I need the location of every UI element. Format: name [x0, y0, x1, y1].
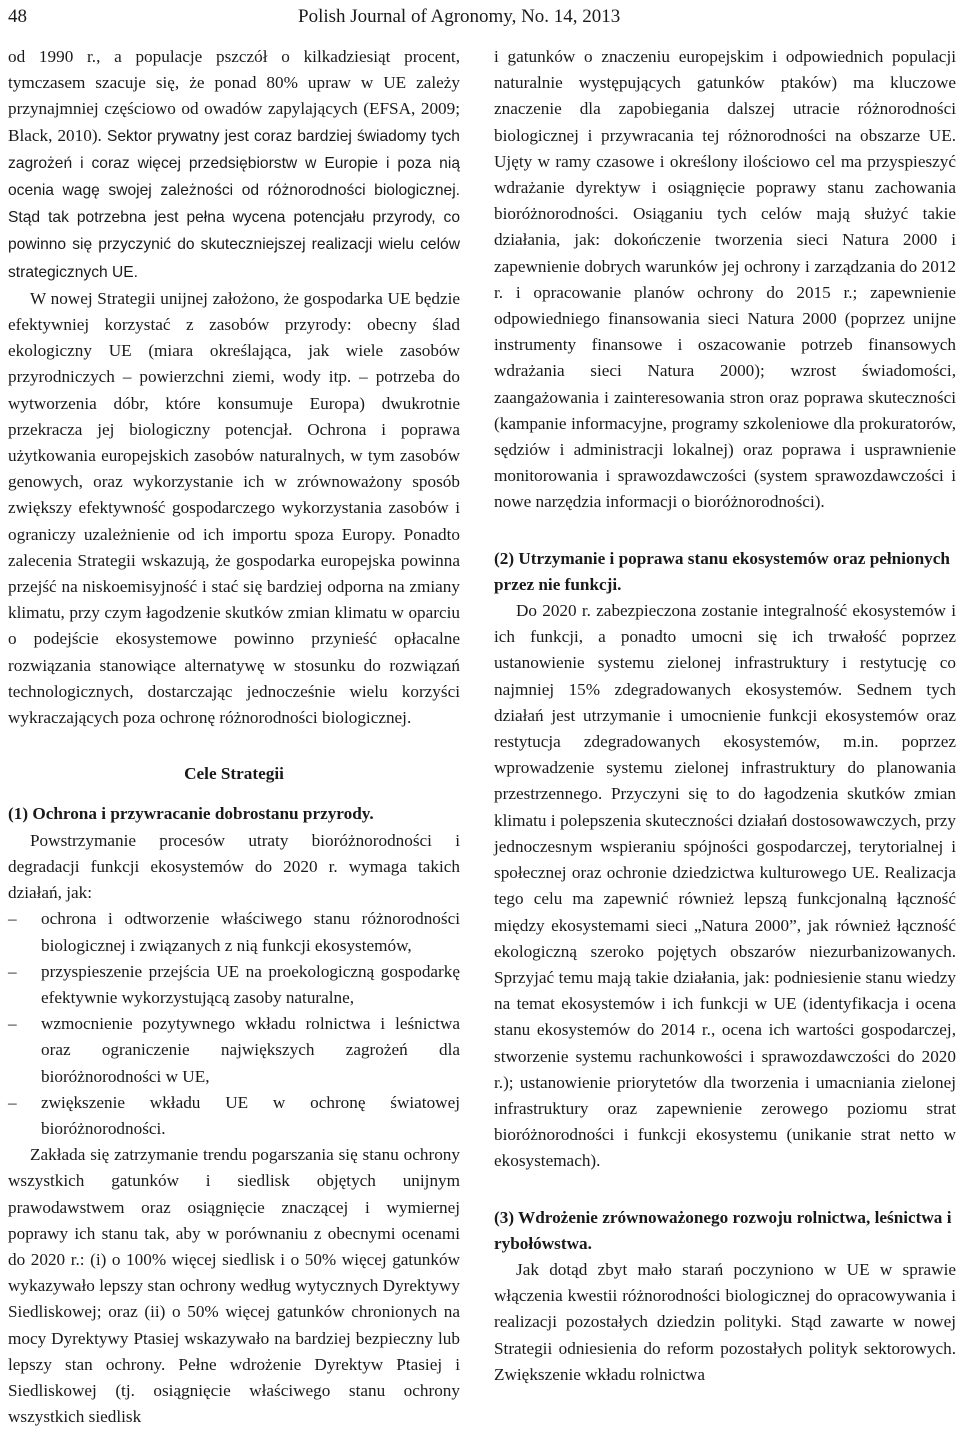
goal-1-heading: (1) Ochrona i przywracanie dobrostanu przyrody.: [8, 804, 374, 824]
list-item: – ochrona i odtworzenie właściwego stanu różnorodności biologicznej i związanych z nią funkcji ekosystemów,: [8, 906, 460, 958]
left-column: [8, 44, 460, 1427]
continued-paragraph: i gatunków o znaczeniu europejskim i odpowiednich populacji naturalnie występujących gatunków ptaków) ma kluczowe znaczenie dla zapobiegania dalszej utracie różnorodności biologicznej i przywracania tej różnorodności na obszarze UE. Ujęty w ramy czasowe i określony ilościowo cel ma przyspieszyć wdrażanie dyrektyw i osiągnięcie poprawy stanu zachowania bioróżnorodności. Osiąganiu tych celów mają służyć takie działania, jak: dokończenie tworzenia sieci Natura 2000 i zapewnienie dobrych warunków jej ochrony i zarządzania do 2012 r. i opracowanie planów ochrony do 2015 r.; zapewnienie odpowiedniego finansowania sieci Natura 2000 (poprzez unijne instrumenty finansowe i oszacowanie potrzeb finansowych wdrażania sieci Natura 2000); wzrost świadomości, zaangażowania i zainteresowania stron oraz poprawa skuteczności (kampanie informacyjne, programy szkoleniowe dla prokuratorów, sędziów i administracji lokalnej) oraz poprawa i usprawnienie monitorowania i sprawozdawczości (system sprawozdawczości i nowe narzędzia informacji o bioróżnorodności).: [494, 47, 956, 512]
goal-2-paragraph: Do 2020 r. zabezpieczona zostanie integralność ekosystemów i ich funkcji, a ponadto umocni się ich trwałość poprzez ustanowienie systemu zielonej infrastruktury i restytucję co najmniej 15% zdegradowanych ekosystemów. Sednem tych działań jest utrzymanie i umocnienie funkcji ekosystemów oraz restytucja zdegradowanych ekosystemów, m.in. poprzez wprowadzenie systemu zielonej infrastruktury do planowania przestrzennego. Przyczyni się to do łagodzenia skutków zmian klimatu i polepszenia skuteczności działań dostosowawczych, przy jednoczesnym wspieraniu spójności gospodarczej, terytorialnej i społecznej oraz ochronie dziedzictwa kulturowego UE. Realizacja tego celu ma zapewnić również lepszą funkcjonalną łączność między ekosystemami sieci „Natura 2000”, jak również łączność ekologiczną szeroko pojętych obszarów niezurbanizowanych. Sprzyjać temu mają takie działania, jak: podniesienie stanu wiedzy na temat ekosystemów i ich funkcji w UE (identyfikacja i ocena stanu ekosystemów do 2014 r., ocena ich wartości gospodarczej, stworzenie systemu rachunkowości i sprawozdawczości do 2020 r.); ustanowienie priorytetów dla tworzenia i umacniania zielonej infrastruktury oraz zapewnienie zerowego poziomu strat bioróżnorodności i funkcji ekosystemu (unikanie strat netto w ekosystemach).: [494, 601, 956, 1171]
intro-paragraph: [8, 44, 460, 286]
goal-2-heading: (2) Utrzymanie i poprawa stanu ekosystemów oraz pełnionych przez nie funkcji.: [494, 548, 950, 594]
journal-title: Polish Journal of Agronomy, No. 14, 2013: [298, 6, 621, 27]
goal-3-heading: (3) Wdrożenie zrównoważonego rozwoju rolnictwa, leśnictwa i rybołówstwa.: [494, 1207, 952, 1253]
intro-text-sans: Sektor prywatny jest coraz bardziej świadomy tych zagrożeń i coraz więcej przedsiębiorstw w Europie i poza nią ocenia wagę swojej zależności od różnorodności biologicznej. Stąd tak potrzebna jest pełna wycena potencjału przyrody, co powinno się przyczynić do skuteczniejszej realizacji wielu celów strategicznych UE.: [8, 127, 460, 281]
section-title: Cele Strategii: [184, 764, 284, 784]
strategy-paragraph: W nowej Strategii unijnej założono, że gospodarka UE będzie efektywniej korzystać z zasobów przyrody: obecny ślad ekologiczny UE (miara określająca, jak wiele zasobów przyrodniczych – powierzchni ziemi, wody itp. – potrzeba do wytworzenia dóbr, które konsumuje Europa) dwukrotnie przekracza jej biologiczny potencjał. Ochrona i poprawa użytkowania europejskich zasobów naturalnych, w tym zasobów genowych, oraz wykorzystanie ich w zrównoważony sposób zwiększy efektywność gospodarczego wykorzystania zasobów i ograniczy uzależnienie od ich importu spoza Europy. Ponadto zalecenia Strategii wskazują, że gospodarka europejska powinna przejść na niskoemisyjność i stać się bardziej odporna na zmiany klimatu, przy czym łagodzenie skutków zmian klimatu w oparciu o podejście ekosystemowe powinno przynieść opłacalne rozwiązania stanowiące alternatywę w stosunku do rozwiązań technologicznych, dostarczając jednocześnie wielu korzyści wykraczających poza ochronę różnorodności biologicznej.: [8, 288, 460, 728]
list-item: – zwiększenie wkładu UE w ochronę światowej bioróżnorodności.: [8, 1090, 460, 1142]
goal-1-intro: Powstrzymanie procesów utraty bioróżnorodności i degradacji funkcji ekosystemów do 2020 r. wymaga takich działań, jak:: [8, 830, 460, 903]
list-item: – przyspieszenie przejścia UE na proekologiczną gospodarkę efektywnie wykorzystującą zasoby naturalne,: [8, 959, 460, 1011]
running-header: [0, 6, 960, 36]
goal-1-list: [8, 906, 460, 1142]
list-item: – wzmocnienie pozytywnego wkładu rolnictwa i leśnictwa oraz ograniczenie największych zagrożeń dla bioróżnorodności w UE,: [8, 1011, 460, 1090]
right-column: [494, 44, 956, 1384]
goal-1-paragraph: Zakłada się zatrzymanie trendu pogarszania się stanu ochrony wszystkich gatunków i siedlisk objętych unijnym prawodawstwem oraz osiągnięcie znaczącej i wymiernej poprawy ich stanu tak, aby w porównaniu z obecnymi ocenami do 2020 r.: (i) o 100% więcej siedlisk i o 50% więcej gatunków wykazywało lepszy stan ochrony według wytycznych Dyrektywy Siedliskowej; oraz (ii) o 50% więcej gatunków chronionych na mocy Dyrektywy Ptasiej wskazywało na bardziej bezpieczny lub lepszy stan ochrony. Pełne wdrożenie Dyrektyw Ptasiej i Siedliskowej (tj. osiągnięcie właściwego stanu ochrony wszystkich siedlisk: [8, 1145, 460, 1427]
page-number: 48: [8, 6, 27, 27]
goal-3-paragraph: Jak dotąd zbyt mało starań poczyniono w UE w sprawie włączenia kwestii różnorodności biologicznej do opracowywania i realizacji pozostałych dziedzin polityki. Stąd zawarte w nowej Strategii odniesienia do reform pozostałych polityk sektorowych. Zwiększenie wkładu rolnictwa: [494, 1259, 956, 1384]
intro-text-serif: od 1990 r., a populacje pszczół o kilkadziesiąt procent, tymczasem szacuje się, że ponad 80% upraw w UE zależy przynajmniej częściowo od owadów zapylających (EFSA, 2009; Black, 2010).: [8, 47, 460, 145]
